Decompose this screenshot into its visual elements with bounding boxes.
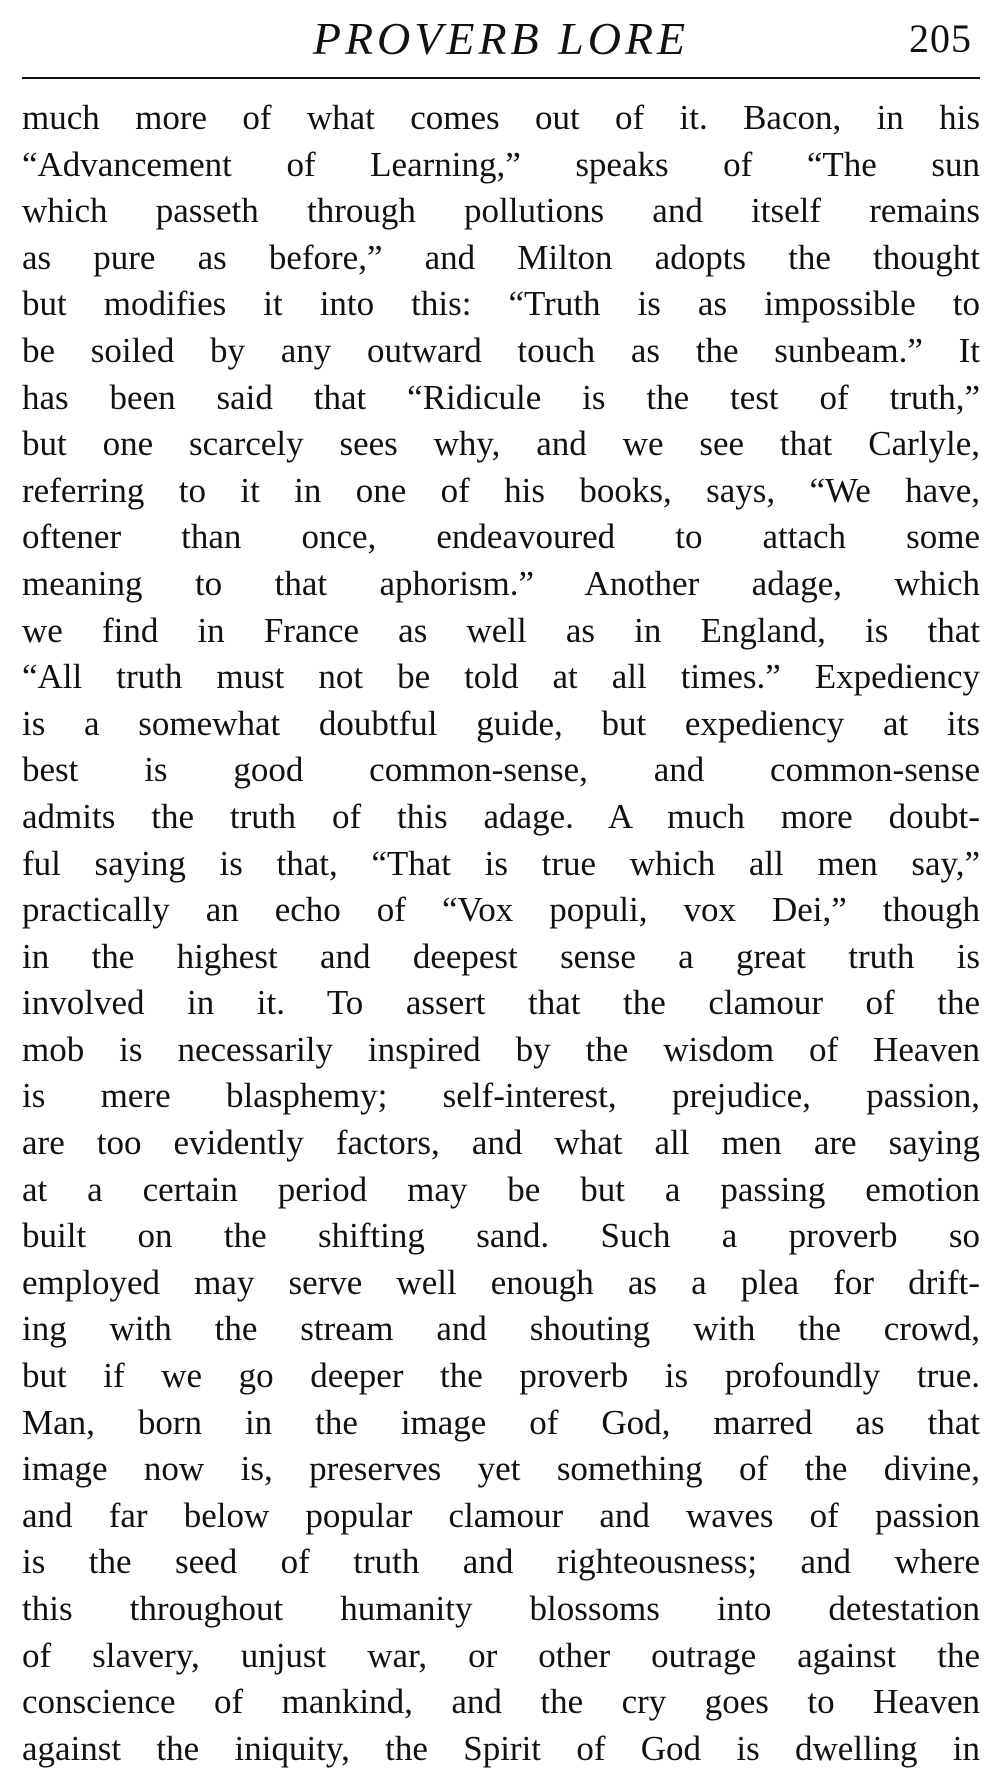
text-line: ful saying is that, “That is true which all men say,” <box>22 843 980 883</box>
text-line: is a somewhat doubtful guide, but expediency at its <box>22 703 980 743</box>
running-head <box>22 6 980 72</box>
text-line: in the highest and deepest sense a great truth is <box>22 936 980 976</box>
text-line: employed may serve well enough as a plea for drift- <box>22 1262 980 1302</box>
text-line: much more of what comes out of it. Bacon, in his <box>22 98 980 137</box>
text-line: and far below popular clamour and waves of passion <box>22 1495 980 1535</box>
text-line: practically an echo of “Vox populi, vox Dei,” though <box>22 890 980 930</box>
text-line: are too evidently factors, and what all men are saying <box>22 1123 980 1163</box>
header-rule <box>22 77 980 79</box>
text-line: Man, born in the image of God, marred as that <box>22 1402 980 1442</box>
text-line: we find in France as well as in England, is that <box>22 610 980 650</box>
text-line: “All truth must not be told at all times.” Expediency <box>22 657 980 697</box>
page-number: 205 <box>909 16 972 61</box>
text-line: is the seed of truth and righteousness; and where <box>22 1542 980 1582</box>
text-line: oftener than once, endeavoured to attach some <box>22 517 980 557</box>
text-line: be soiled by any outward touch as the sunbeam.” It <box>22 330 980 370</box>
text-line: but if we go deeper the proverb is profoundly true. <box>22 1356 980 1396</box>
text-line: admits the truth of this adage. A much more doubt- <box>22 796 980 836</box>
text-line: has been said that “Ridicule is the test of truth,” <box>22 377 980 417</box>
body-text <box>22 95 980 1772</box>
text-line: mob is necessarily inspired by the wisdom of Heaven <box>22 1029 980 1069</box>
text-line: involved in it. To assert that the clamour of the <box>22 983 980 1023</box>
text-line: against the iniquity, the Spirit of God is dwelling in <box>22 1728 980 1768</box>
text-line: referring to it in one of his books, says, “We have, <box>22 470 980 510</box>
text-line: meaning to that aphorism.” Another adage, which <box>22 563 980 603</box>
text-line: ing with the stream and shouting with the crowd, <box>22 1309 980 1349</box>
text-line: image now is, preserves yet something of the divine, <box>22 1449 980 1489</box>
text-line: is mere blasphemy; self-interest, prejudice, passion, <box>22 1076 980 1116</box>
text-line: built on the shifting sand. Such a proverb so <box>22 1216 980 1256</box>
text-line: of slavery, unjust war, or other outrage against the <box>22 1635 980 1675</box>
text-line: which passeth through pollutions and itself remains <box>22 191 980 231</box>
text-line: this throughout humanity blossoms into detestation <box>22 1589 980 1628</box>
text-line: “Advancement of Learning,” speaks of “The sun <box>22 144 980 184</box>
text-line: conscience of mankind, and the cry goes to Heaven <box>22 1682 980 1722</box>
text-line: best is good common-sense, and common-sense <box>22 750 980 790</box>
text-line: but one scarcely sees why, and we see that Carlyle, <box>22 424 980 464</box>
text-line: but modifies it into this: “Truth is as impossible to <box>22 284 980 324</box>
running-title: PROVERB LORE <box>312 13 690 64</box>
text-line: at a certain period may be but a passing emotion <box>22 1169 980 1209</box>
text-line: as pure as before,” and Milton adopts the thought <box>22 237 980 277</box>
